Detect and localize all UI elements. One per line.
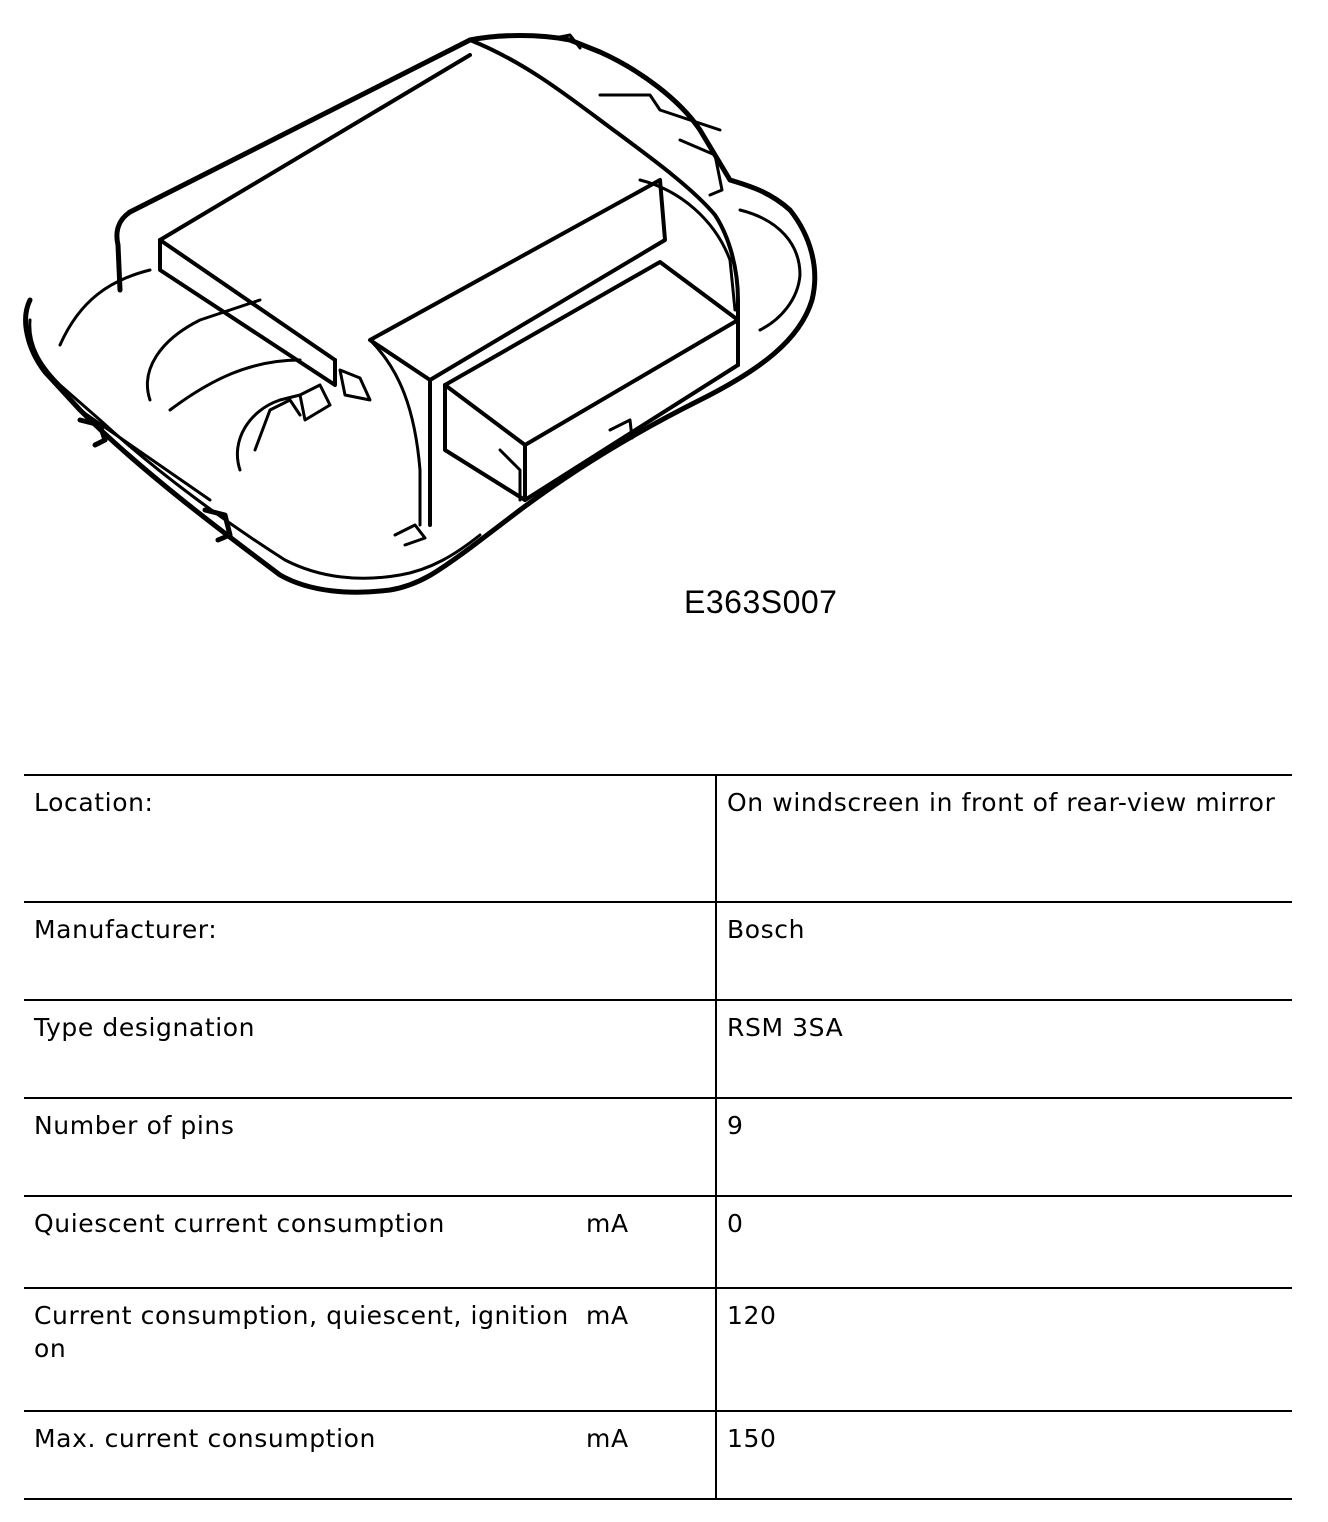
row-label: Manufacturer: <box>34 915 218 944</box>
row-unit <box>586 1098 716 1196</box>
row-value: 150 <box>716 1411 1292 1499</box>
row-unit <box>586 1000 716 1098</box>
table-row <box>24 1098 1292 1196</box>
table-row <box>24 775 1292 902</box>
row-label: Max. current consumption <box>34 1424 376 1453</box>
table-row <box>24 902 1292 1000</box>
row-unit <box>586 775 716 902</box>
rain-sensor-module-illustration <box>0 0 860 610</box>
table-row <box>24 1000 1292 1098</box>
table-row <box>24 1411 1292 1499</box>
table-row <box>24 1288 1292 1411</box>
row-unit: mA <box>586 1424 629 1453</box>
row-label: Location: <box>34 788 154 817</box>
row-value: 9 <box>716 1098 1292 1196</box>
row-value: RSM 3SA <box>716 1000 1292 1098</box>
row-unit: mA <box>586 1301 629 1330</box>
row-unit: mA <box>586 1209 629 1238</box>
table-row <box>24 1196 1292 1288</box>
spec-table <box>24 774 1292 1500</box>
row-value: 120 <box>716 1288 1292 1411</box>
row-label: Type designation <box>34 1013 256 1042</box>
row-value: 0 <box>716 1196 1292 1288</box>
row-value: Bosch <box>716 902 1292 1000</box>
row-label: Current consumption, quiescent, ignition on <box>34 1301 569 1363</box>
row-label: Number of pins <box>34 1111 235 1140</box>
row-value: On windscreen in front of rear-view mirror <box>716 775 1292 902</box>
figure-code: E363S007 <box>684 584 838 620</box>
row-unit <box>586 902 716 1000</box>
row-label: Quiescent current consumption <box>34 1209 445 1238</box>
figure <box>0 0 860 620</box>
